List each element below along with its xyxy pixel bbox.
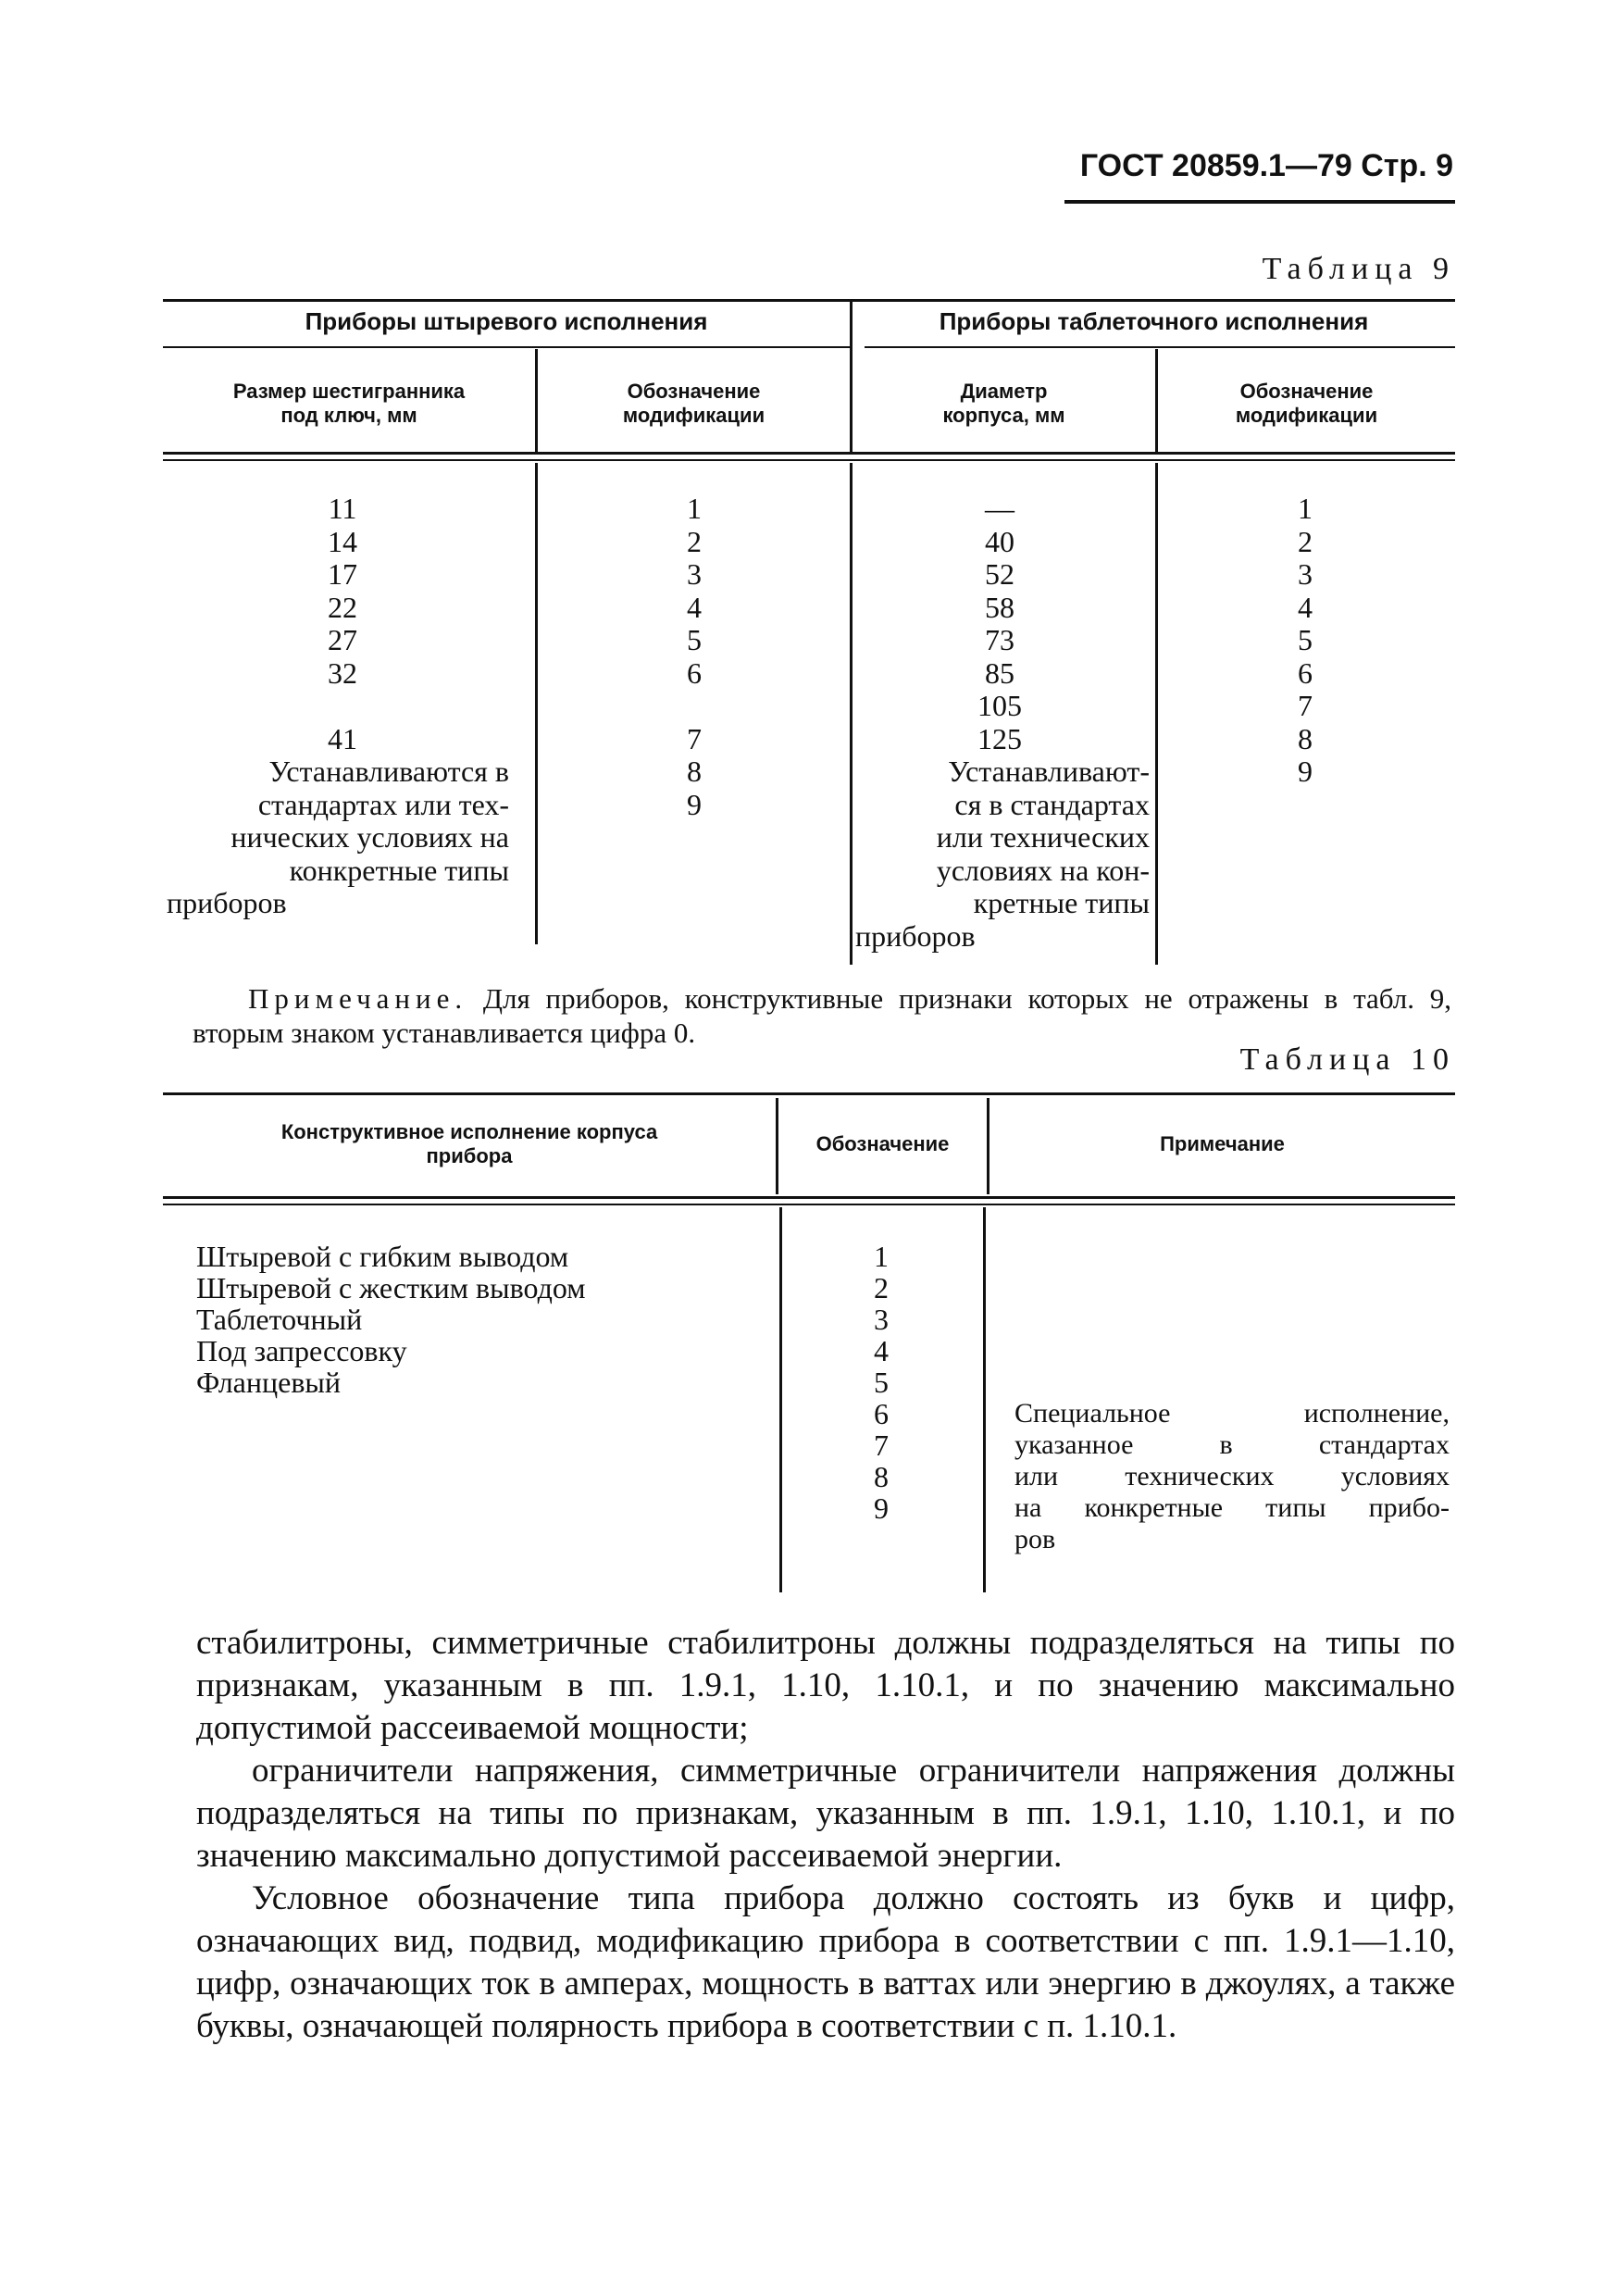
- table-cell: 3: [874, 1303, 889, 1336]
- table-cell: 3: [687, 557, 702, 591]
- table9-col2-values: [648, 493, 741, 821]
- table-cell: 4: [1298, 590, 1313, 624]
- table9-col2-header: Обозначение модификации: [622, 380, 765, 427]
- table9-vline-1: [535, 463, 538, 944]
- table-cell: Под запрессовку: [196, 1334, 407, 1367]
- table9-col1-values: [231, 493, 454, 755]
- table-cell: 22: [328, 590, 357, 624]
- table10-caption: Таблица 10: [1239, 1042, 1455, 1077]
- table9-vline-2: [850, 463, 853, 965]
- body-paragraph: ограничители напряжения, симметричные ограничители напряжения должны подразделяться на типы по признакам, указанным в пп. 1.9.1, 1.10, 1.10.1, и по значению максимально допустимой рассеиваемой энергии.: [196, 1752, 1455, 1875]
- table-cell: 27: [328, 623, 357, 656]
- table10-col2-values: [835, 1241, 927, 1524]
- table-cell: —: [985, 492, 1014, 525]
- body-paragraph: Условное обозначение типа прибора должно состоять из букв и цифр, означающих вид, подвид, модификацию прибора в соответствии с пп. 1.9.1—1.10, цифр, означающих ток в амперах, мощность в ваттах или энергию в джоулях, а также буквы, означающей полярность прибора в соответствии с п. 1.10.1.: [196, 1879, 1455, 2045]
- note-label: Примечание.: [248, 982, 468, 1015]
- table-cell: Таблеточный: [196, 1303, 363, 1336]
- table-cell: 2: [874, 1271, 889, 1304]
- table-cell: 3: [1298, 557, 1313, 591]
- table-cell: 7: [874, 1429, 889, 1462]
- table-cell: 125: [977, 721, 1022, 755]
- table9-note: [193, 981, 1451, 1050]
- table-cell: 5: [874, 1366, 889, 1399]
- table10-col3-header: Примечание: [1160, 1132, 1285, 1155]
- table-cell: 11: [328, 492, 357, 525]
- table10-vline-1: [779, 1207, 782, 1592]
- table-cell: 6: [874, 1397, 889, 1430]
- table9-group-rule-right: [865, 346, 1455, 348]
- table-cell: 7: [1298, 689, 1313, 722]
- table-cell: 32: [328, 655, 357, 690]
- table-cell: 1: [1298, 492, 1313, 525]
- table-cell: 4: [687, 590, 702, 624]
- table9-top-rule: [163, 299, 1455, 302]
- table9-col3-note: Устанавливают- ся в стандартах или технических условиях на кон- кретные типы приборов: [855, 755, 1150, 953]
- note-text: Для приборов, конструктивные признаки которых не отражены в табл. 9, вторым знаком устанавливается цифра 0.: [193, 982, 1451, 1049]
- table-cell: [231, 690, 454, 723]
- table-cell: 73: [985, 623, 1014, 656]
- table9-group-right: Приборы таблеточного исполнения: [939, 307, 1369, 335]
- table-cell: 85: [985, 655, 1014, 690]
- table-cell: 2: [1298, 524, 1313, 558]
- table-cell: 5: [1298, 623, 1313, 656]
- table-cell: 105: [977, 689, 1022, 722]
- table-cell: 9: [687, 787, 702, 821]
- table-cell: [648, 690, 741, 723]
- table-cell: 4: [874, 1334, 889, 1367]
- table-cell: 2: [687, 524, 702, 558]
- table-cell: 8: [1298, 721, 1313, 755]
- table-cell: 5: [687, 623, 702, 656]
- table-cell: 40: [985, 524, 1014, 558]
- table9-col3-header: Диаметр корпуса, мм: [942, 380, 1065, 427]
- table-cell: Штыревой с гибким выводом: [196, 1240, 569, 1273]
- table10-header-rule: [163, 1196, 1455, 1199]
- table-cell: 41: [328, 721, 357, 755]
- table-cell: 8: [687, 755, 702, 788]
- table-cell: Штыревой с жестким выводом: [196, 1271, 586, 1304]
- table-cell: 1: [687, 492, 702, 525]
- page-header: ГОСТ 20859.1—79 Стр. 9: [1079, 148, 1453, 183]
- table9-header-rule: [163, 452, 1455, 455]
- table-cell: 14: [328, 524, 357, 558]
- table9-vline-3: [1155, 463, 1158, 965]
- table9-header-rule-2: [163, 459, 1455, 461]
- table10-top-rule: [163, 1092, 1455, 1095]
- table10-col1-header: Конструктивное исполнение корпуса прибора: [280, 1120, 658, 1167]
- table10-header-rule-2: [163, 1204, 1455, 1205]
- table9-col4-header: Обозначение модификации: [1235, 380, 1378, 427]
- table-cell: 52: [985, 557, 1014, 591]
- table-cell: 7: [687, 721, 702, 755]
- table-cell: Фланцевый: [196, 1366, 342, 1399]
- table-cell: 8: [874, 1460, 889, 1493]
- table-cell: 1: [874, 1240, 889, 1273]
- table9-caption: Таблица 9: [1262, 252, 1455, 286]
- table10-col1-values: [196, 1241, 752, 1398]
- body-text: [196, 1622, 1455, 2048]
- table9-col1-header: Размер шестигранника под ключ, мм: [232, 380, 466, 427]
- table9-group-left: Приборы штыревого исполнения: [305, 307, 708, 335]
- body-paragraph: стабилитроны, симметричные стабилитроны должны подразделяться на типы по признакам, указанным в пп. 1.9.1, 1.10, 1.10.1, и по значению максимально допустимой рассеиваемой мощности;: [196, 1624, 1455, 1747]
- table10-vline-2: [983, 1207, 986, 1592]
- table9-group-rule-left: [163, 346, 853, 348]
- table-cell: 9: [874, 1491, 889, 1525]
- table-cell: 6: [687, 655, 702, 690]
- header-rule: [1064, 200, 1455, 204]
- table-cell: 6: [1298, 655, 1313, 690]
- table-cell: 58: [985, 590, 1014, 624]
- table9-col3-values: [944, 493, 1055, 755]
- table9-col4-values: [1259, 493, 1351, 789]
- table9-col1-note: Устанавливаются в стандартах или тех- нических условиях на конкретные типы приборов: [167, 755, 509, 919]
- table10-col2-header: Обозначение: [815, 1132, 950, 1155]
- table-cell: 17: [328, 557, 357, 591]
- table-cell: 9: [1298, 755, 1313, 788]
- table10-col3-note: Специальное исполнение, указанное в стандартах или технических условиях на конкретные типы прибо- ров: [1014, 1398, 1450, 1554]
